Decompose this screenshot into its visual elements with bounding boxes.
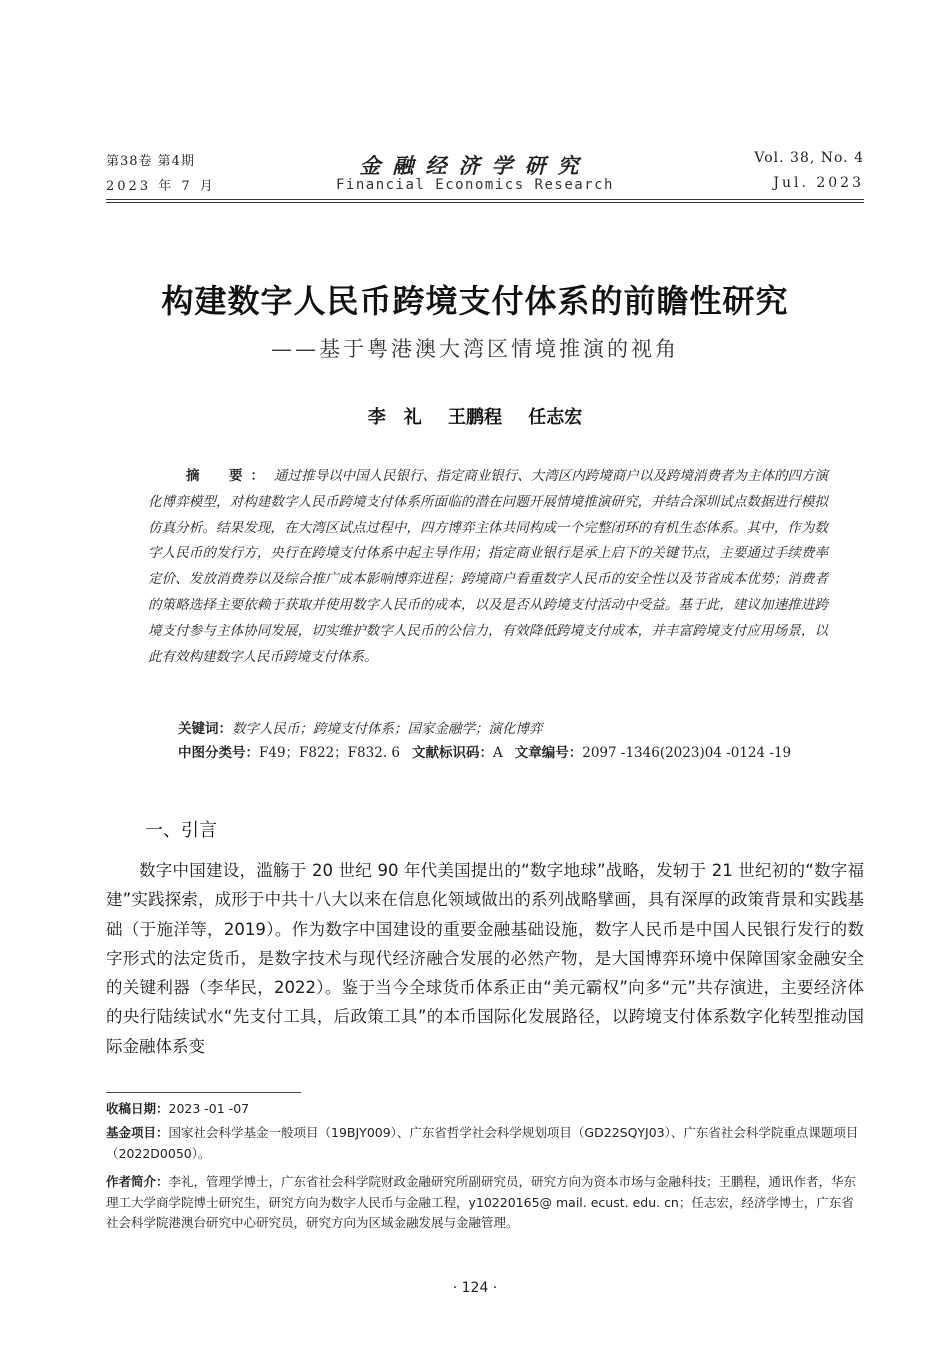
clc-value: F49；F822；F832. 6 xyxy=(259,745,400,761)
keywords xyxy=(178,718,838,740)
date-en: Jul. 2023 xyxy=(773,175,864,191)
received-label: 收稿日期： xyxy=(106,1101,169,1116)
author-bio-label: 作者简介： xyxy=(106,1174,169,1189)
article-no-value: 2097 -1346(2023)04 -0124 -19 xyxy=(582,745,792,761)
journal-title-en: Financial Economics Research xyxy=(335,177,614,193)
volume-issue-en: Vol. 38, No. 4 xyxy=(754,150,864,166)
section-heading: 一、引言 xyxy=(145,820,217,841)
article-no-label: 文章编号： xyxy=(514,745,583,761)
author-bio-value: 李礼，管理学博士，广东省社会科学院财政金融研究所副研究员，研究方向为资本市场与金融科技；王鹏程，通讯作者，华东理工大学商学院博士研究生，研究方向为数字人民币与金融工程，y10220165@ mail. ecust. edu. cn；任志宏，经济学博士，广东省社会科学院港澳台研究中心研究员，研究方向为区域金融发展与金融管理。 xyxy=(106,1174,857,1230)
header-rule-top xyxy=(106,199,864,200)
abstract xyxy=(148,464,828,670)
fund-label: 基金项目： xyxy=(106,1125,169,1140)
abstract-label: 摘 要： xyxy=(186,468,273,484)
keywords-text: 数字人民币；跨境支付体系；国家金融学；演化博弈 xyxy=(232,721,543,737)
article-title: 构建数字人民币跨境支付体系的前瞻性研究 xyxy=(161,282,789,320)
footnote-author xyxy=(106,1172,866,1234)
volume-issue-cn: 第38卷 第4期 xyxy=(106,154,195,169)
doc-code-value: A xyxy=(493,745,503,761)
body-paragraph: 数字中国建设，滥觞于 20 世纪 90 年代美国提出的“数字地球”战略，发轫于 21 世纪初的“数字福建”实践探索，成形于中共十八大以来在信息化领域做出的系列战略擘画，具有深厚的政策背景和实践基础（于施洋等，2019）。作为数字中国建设的重要金融基础设施，数字人民币是中国人民银行发行的数字形式的法定货币，是数字技术与现代经济融合发展的必然产物，是大国博弈环境中保障国家金融安全的关键利器（李华民，2022）。鉴于当今全球货币体系正由“美元霸权”向多“元”共存演进，主要经济体的央行陆续试水“先支付工具，后政策工具”的本币国际化发展路径，以跨境支付体系数字化转型推动国际金融体系变 xyxy=(106,861,864,1056)
author-name: 李 礼 xyxy=(367,407,422,428)
classification-line xyxy=(178,742,858,764)
received-value: 2023 -01 -07 xyxy=(168,1101,250,1116)
fund-value: 国家社会科学基金一般项目（19BJY009）、广东省哲学社会科学规划项目（GD22SQYJ03）、广东省社会科学院重点课题项目（2022D0050）。 xyxy=(106,1125,859,1161)
doc-code-label: 文献标识码： xyxy=(412,745,493,761)
author-name: 王鹏程 xyxy=(448,407,502,428)
keywords-label: 关键词： xyxy=(178,721,232,737)
journal-title-cn: 金融经济学研究 xyxy=(359,153,591,178)
article-subtitle: ——基于粤港澳大湾区情境推演的视角 xyxy=(271,337,679,361)
clc-label: 中图分类号： xyxy=(178,745,259,761)
footnote-received xyxy=(106,1099,866,1120)
date-cn: 2023 年 7 月 xyxy=(106,179,216,194)
header-rule-bottom xyxy=(106,202,864,203)
footnote-rule xyxy=(106,1092,301,1093)
author-name: 任志宏 xyxy=(528,407,583,428)
abstract-text: 通过推导以中国人民银行、指定商业银行、大湾区内跨境商户以及跨境消费者为主体的四方演化博弈模型，对构建数字人民币跨境支付体系所面临的潜在问题开展情境推演研究，并结合深圳试点数据进行模拟仿真分析。结果发现，在大湾区试点过程中，四方博弈主体共同构成一个完整闭环的有机生态体系。其中，作为数字人民币的发行方，央行在跨境支付体系中起主导作用；指定商业银行是承上启下的关键节点，主要通过手续费率定价、发放消费券以及综合推广成本影响博弈进程；跨境商户看重数字人民币的安全性以及节省成本优势；消费者的策略选择主要依赖于获取并使用数字人民币的成本，以及是否从跨境支付活动中受益。基于此，建议加速推进跨境支付参与主体协同发展，切实维护数字人民币的公信力，有效降低跨境支付成本，并丰富跨境支付应用场景，以此有效构建数字人民币跨境支付体系。 xyxy=(148,468,829,665)
author-list xyxy=(0,403,950,429)
page-number: · 124 · xyxy=(452,1280,498,1296)
footnote-fund xyxy=(106,1123,866,1164)
